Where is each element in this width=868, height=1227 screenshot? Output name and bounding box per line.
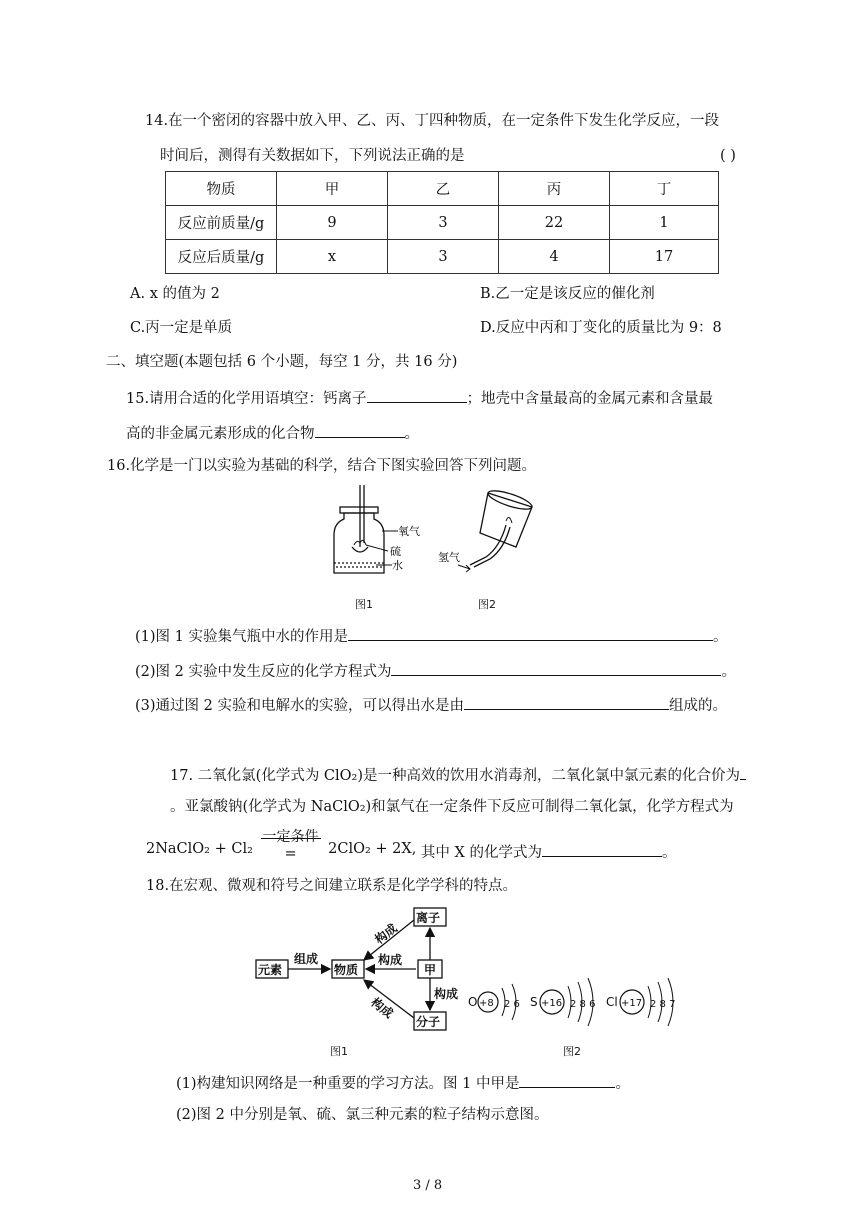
q14-data-table bbox=[165, 171, 719, 274]
q16-apparatus-figure bbox=[320, 485, 550, 580]
equation-condition: 一定条件 bbox=[262, 829, 319, 845]
q14-option-b: B.乙一定是该反应的催化剂 bbox=[480, 286, 655, 302]
q15-text-part1: 15.请用合适的化学用语填空：钙离子 bbox=[126, 391, 367, 407]
answer-blank[interactable] bbox=[740, 763, 746, 780]
q18-fig2-caption: 图2 bbox=[563, 1045, 581, 1058]
label-constitute-down: 构成 bbox=[434, 987, 459, 1001]
page-number: 3 / 8 bbox=[413, 1178, 443, 1193]
table-cell: 9 bbox=[277, 206, 388, 240]
label-constitute-top: 构成 bbox=[372, 921, 400, 947]
punctuation: 。 bbox=[404, 426, 419, 442]
q16-sub3 bbox=[135, 693, 727, 716]
q15-text-line2: 高的非金属元素形成的化合物 bbox=[126, 426, 315, 442]
q15-line2 bbox=[126, 421, 419, 444]
q17-line2: 。亚氯酸钠(化学式为 NaClO₂)和氯气在一定条件下反应可制得二氧化氯，化学方程式为 bbox=[170, 799, 734, 815]
table-cell: 3 bbox=[388, 206, 499, 240]
q14-answer-paren: ( ) bbox=[720, 148, 736, 164]
arrow-icon bbox=[458, 565, 470, 572]
equation-right: 2ClO₂ + 2X, bbox=[328, 841, 417, 857]
table-row bbox=[166, 240, 719, 274]
q14-option-c: C.丙一定是单质 bbox=[130, 320, 233, 336]
table-header-cell: 乙 bbox=[388, 172, 499, 206]
punctuation: 。 bbox=[721, 664, 736, 680]
label-ion: 离子 bbox=[416, 911, 441, 925]
q17-tail-text: 其中 X 的化学式为 bbox=[420, 845, 542, 861]
equation-left: 2NaClO₂ + Cl₂ bbox=[146, 841, 253, 857]
atom-nucleus: +8 bbox=[479, 998, 494, 1009]
q15-text-part2: ；地壳中含量最高的金属元素和含量最 bbox=[466, 391, 714, 407]
q18-sub1 bbox=[176, 1071, 630, 1094]
label-sulfur: 硫 bbox=[390, 545, 401, 558]
q16-sub3-tail: 组成的。 bbox=[668, 698, 727, 714]
label-element: 元素 bbox=[258, 963, 283, 977]
label-jia: 甲 bbox=[424, 963, 437, 977]
q15-line1 bbox=[126, 386, 713, 409]
punctuation: 。 bbox=[712, 629, 728, 645]
atom-shells: 2 6 bbox=[504, 999, 520, 1010]
label-water: 水 bbox=[392, 559, 403, 572]
answer-blank[interactable] bbox=[464, 693, 669, 710]
q17-text-line1: 17. 二氧化氯(化学式为 ClO₂)是一种高效的饮用水消毒剂，二氧化氯中氯元素的化合价为 bbox=[170, 768, 741, 784]
table-header-cell: 甲 bbox=[277, 172, 388, 206]
atom-diagrams bbox=[468, 978, 675, 1026]
answer-blank[interactable] bbox=[519, 1071, 615, 1088]
table-header-cell: 物质 bbox=[166, 172, 277, 206]
table-cell: 1 bbox=[610, 206, 719, 240]
label-oxygen: 氧气 bbox=[398, 525, 420, 538]
q14-stem-line1: 14.在一个密闭的容器中放入甲、乙、丙、丁四种物质，在一定条件下发生化学反应，一段 bbox=[145, 113, 720, 129]
q18-sub2: (2)图 2 中分别是氧、硫、氯三种元素的粒子结构示意图。 bbox=[176, 1107, 549, 1123]
answer-blank[interactable] bbox=[391, 659, 721, 676]
atom-symbol: S bbox=[530, 995, 538, 1009]
punctuation: 。 bbox=[615, 1076, 630, 1092]
q17-equation bbox=[146, 829, 677, 866]
q16-sub1 bbox=[135, 624, 727, 647]
q18-diagram bbox=[250, 900, 690, 1035]
q14-option-a: A. x 的值为 2 bbox=[130, 286, 220, 302]
label-compose: 组成 bbox=[294, 952, 319, 966]
equation-bar bbox=[261, 838, 321, 839]
atom-shells: 2 8 6 bbox=[570, 999, 596, 1010]
atom-nucleus: +17 bbox=[621, 998, 643, 1009]
table-header-cell: 丁 bbox=[610, 172, 719, 206]
label-constitute-bottom: 构成 bbox=[368, 995, 396, 1021]
table-cell: 反应后质量/g bbox=[166, 240, 277, 274]
q14-option-d: D.反应中丙和丁变化的质量比为 9：8 bbox=[480, 320, 722, 336]
table-cell: 反应前质量/g bbox=[166, 206, 277, 240]
table-cell: 4 bbox=[499, 240, 610, 274]
q16-sub2 bbox=[135, 659, 736, 682]
q18-fig1-caption: 图1 bbox=[330, 1045, 348, 1058]
table-header-cell: 丙 bbox=[499, 172, 610, 206]
q18-intro: 18.在宏观、微观和符号之间建立联系是化学学科的特点。 bbox=[146, 878, 518, 894]
answer-blank[interactable] bbox=[542, 840, 662, 857]
label-molecule: 分子 bbox=[416, 1015, 441, 1029]
q18-sub1-text: (1)构建知识网络是一种重要的学习方法。图 1 中甲是 bbox=[176, 1076, 520, 1092]
answer-blank[interactable] bbox=[348, 624, 713, 641]
fig2-caption: 图2 bbox=[478, 598, 496, 611]
q17-line1 bbox=[170, 763, 746, 786]
label-hydrogen: 氢气 bbox=[438, 551, 460, 564]
table-cell: 17 bbox=[610, 240, 719, 274]
equation-sign: = bbox=[284, 846, 297, 862]
table-header-row bbox=[166, 172, 719, 206]
label-constitute-mid: 构成 bbox=[378, 953, 403, 967]
q16-sub1-text: (1)图 1 实验集气瓶中水的作用是 bbox=[135, 629, 348, 645]
beaker-icon bbox=[470, 487, 534, 567]
atom-nucleus: +16 bbox=[541, 998, 563, 1009]
fig1-caption: 图1 bbox=[355, 598, 373, 611]
q16-sub2-text: (2)图 2 实验中发生反应的化学方程式为 bbox=[135, 664, 392, 680]
q16-sub3-text: (3)通过图 2 实验和电解水的实验，可以得出水是由 bbox=[135, 698, 464, 714]
atom-symbol: Cl bbox=[606, 995, 618, 1009]
table-cell: x bbox=[277, 240, 388, 274]
table-cell: 22 bbox=[499, 206, 610, 240]
answer-blank[interactable] bbox=[367, 386, 467, 403]
q14-stem-line2: 时间后，测得有关数据如下，下列说法正确的是 bbox=[160, 148, 465, 164]
label-substance: 物质 bbox=[334, 963, 359, 977]
table-cell: 3 bbox=[388, 240, 499, 274]
section-title: 二、填空题(本题包括 6 个小题，每空 1 分，共 16 分) bbox=[106, 354, 458, 370]
gas-bottle-icon bbox=[334, 485, 398, 573]
q16-intro: 16.化学是一门以实验为基础的科学，结合下图实验回答下列问题。 bbox=[107, 458, 537, 474]
answer-blank[interactable] bbox=[315, 421, 405, 438]
punctuation: 。 bbox=[661, 845, 677, 861]
equation-arrow bbox=[258, 829, 324, 862]
atom-shells: 2 8 7 bbox=[650, 999, 676, 1010]
atom-symbol: O bbox=[468, 995, 478, 1009]
table-row bbox=[166, 206, 719, 240]
